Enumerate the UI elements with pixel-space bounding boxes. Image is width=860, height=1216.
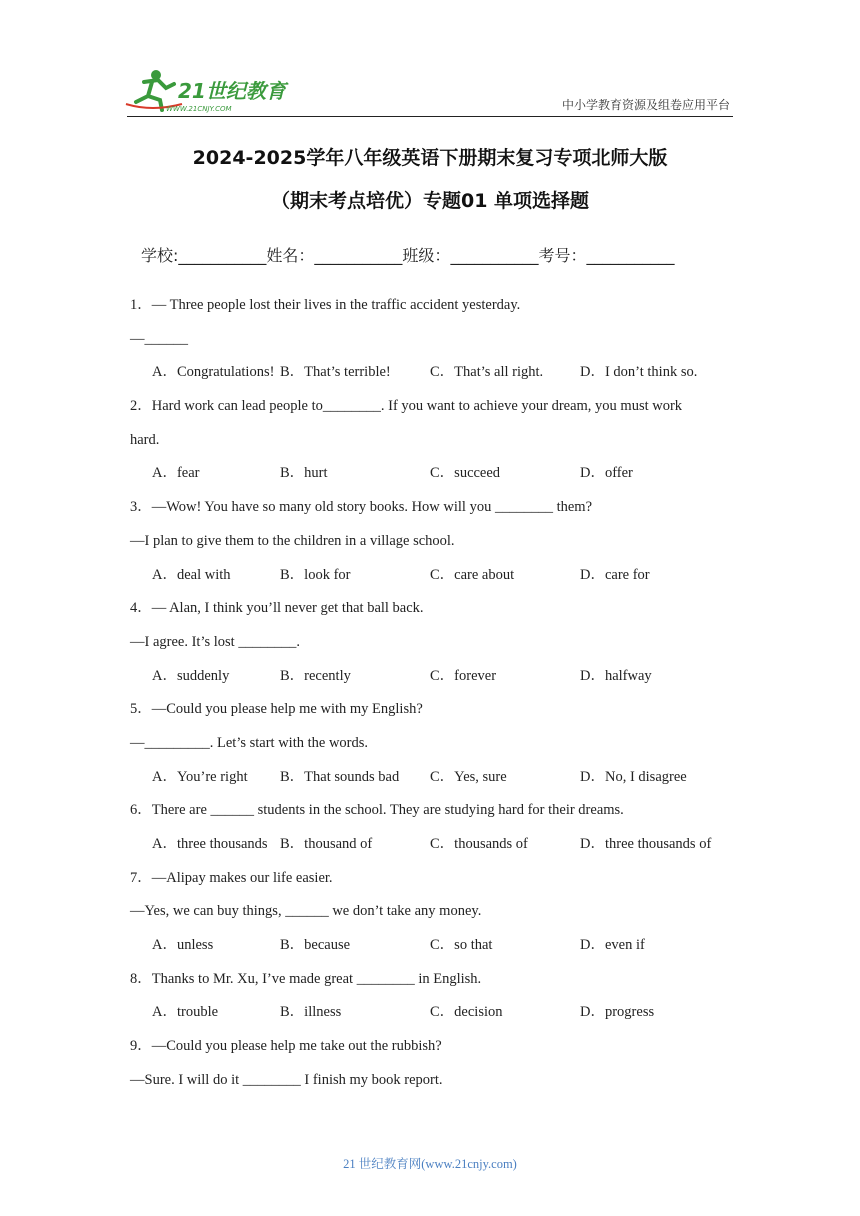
question-line: —_________. Let’s start with the words. bbox=[130, 734, 369, 751]
option-a[interactable]: A．suddenly bbox=[152, 667, 230, 684]
option-c[interactable]: C．decision bbox=[430, 1004, 503, 1021]
school-label: 学校: bbox=[141, 246, 179, 265]
document-subtitle: （期末考点培优）专题01 单项选择题 bbox=[270, 190, 590, 212]
class-label: 班级： bbox=[402, 246, 451, 265]
option-row bbox=[130, 359, 730, 393]
header-divider bbox=[127, 116, 733, 117]
question-stem: 4．— Alan, I think you’ll never get that ball back. bbox=[130, 600, 424, 617]
option-a[interactable]: A．Congratulations! bbox=[152, 364, 275, 381]
question-stem: 6．There are ______ students in the school. They are studying hard for their dreams. bbox=[130, 802, 624, 819]
class-field[interactable]: ___________ bbox=[450, 246, 539, 265]
question-stem: 5．—Could you please help me with my English? bbox=[130, 701, 423, 718]
option-b[interactable]: B．That’s terrible! bbox=[280, 364, 391, 381]
option-row bbox=[130, 932, 730, 966]
option-c[interactable]: C．forever bbox=[430, 667, 497, 684]
question-line: —I agree. It’s lost ________. bbox=[130, 633, 300, 650]
question-item bbox=[130, 393, 730, 494]
runner-logo-icon bbox=[122, 68, 292, 114]
option-b[interactable]: B．That sounds bad bbox=[280, 768, 400, 785]
question-item bbox=[130, 1033, 730, 1100]
student-info-row bbox=[141, 243, 674, 266]
question-item bbox=[130, 966, 730, 1033]
option-b[interactable]: B．look for bbox=[280, 566, 351, 583]
question-item bbox=[130, 865, 730, 966]
name-label: 姓名： bbox=[266, 246, 315, 265]
option-d[interactable]: D．No, I disagree bbox=[580, 768, 687, 785]
question-line: —Sure. I will do it ________ I finish my book report. bbox=[130, 1071, 443, 1088]
footer-link[interactable]: 21 世纪教育网(www.21cnjy.com) bbox=[343, 1157, 517, 1171]
question-stem: 7．—Alipay makes our life easier. bbox=[130, 869, 333, 886]
site-logo[interactable] bbox=[122, 68, 292, 114]
option-b[interactable]: B．thousand of bbox=[280, 836, 373, 852]
svg-text:21世纪教育: 21世纪教育 bbox=[178, 79, 286, 103]
option-b[interactable]: B．because bbox=[280, 937, 351, 954]
option-d[interactable]: D．offer bbox=[580, 465, 633, 482]
option-d[interactable]: D．three thousands of bbox=[580, 836, 712, 852]
option-row bbox=[130, 460, 730, 494]
option-c[interactable]: C．so that bbox=[430, 937, 493, 954]
option-d[interactable]: D．progress bbox=[580, 1004, 655, 1021]
question-list bbox=[130, 292, 730, 1101]
option-d[interactable]: D．halfway bbox=[580, 667, 652, 684]
option-a[interactable]: A．fear bbox=[152, 465, 200, 482]
question-item bbox=[130, 797, 730, 864]
question-item bbox=[130, 696, 730, 797]
name-field[interactable]: ___________ bbox=[314, 246, 403, 265]
question-stem: 8．Thanks to Mr. Xu, I’ve made great ________ in English. bbox=[130, 970, 482, 987]
option-c[interactable]: C．succeed bbox=[430, 465, 501, 482]
option-b[interactable]: B．hurt bbox=[280, 465, 328, 482]
option-c[interactable]: C．Yes, sure bbox=[430, 768, 507, 785]
option-row bbox=[130, 663, 730, 697]
option-b[interactable]: B．recently bbox=[280, 667, 351, 684]
option-a[interactable]: A．unless bbox=[152, 937, 214, 954]
platform-tagline: 中小学教育资源及组卷应用平台 bbox=[561, 98, 730, 112]
question-item bbox=[130, 595, 730, 696]
school-field[interactable]: ___________ bbox=[178, 246, 267, 265]
document-title: 2024-2025学年八年级英语下册期末复习专项北师大版 bbox=[192, 147, 668, 169]
question-stem: 3．—Wow! You have so many old story books. How will you ________ them? bbox=[130, 499, 593, 516]
question-line: hard. bbox=[130, 431, 160, 448]
option-row bbox=[130, 562, 730, 596]
question-line: —______ bbox=[130, 330, 188, 347]
question-stem: 1．— Three people lost their lives in the traffic accident yesterday. bbox=[130, 297, 521, 313]
option-row bbox=[130, 999, 730, 1033]
option-d[interactable]: D．I don’t think so. bbox=[580, 364, 698, 381]
question-line: —Yes, we can buy things, ______ we don’t take any money. bbox=[130, 903, 482, 920]
question-item bbox=[130, 494, 730, 595]
option-row bbox=[130, 764, 730, 798]
option-c[interactable]: C．care about bbox=[430, 566, 515, 583]
option-a[interactable]: A．three thousands bbox=[152, 836, 268, 852]
option-d[interactable]: D．even if bbox=[580, 937, 645, 954]
option-a[interactable]: A．trouble bbox=[152, 1004, 219, 1021]
id-label: 考号： bbox=[538, 246, 587, 265]
option-a[interactable]: A．You’re right bbox=[152, 768, 248, 785]
id-field[interactable]: ___________ bbox=[586, 246, 675, 265]
question-line: —I plan to give them to the children in a village school. bbox=[130, 532, 455, 549]
option-a[interactable]: A．deal with bbox=[152, 566, 231, 583]
question-stem: 2．Hard work can lead people to________. If you want to achieve your dream, you must work bbox=[130, 398, 683, 415]
option-c[interactable]: C．That’s all right. bbox=[430, 364, 544, 381]
svg-text:WWW.21CNJY.COM: WWW.21CNJY.COM bbox=[166, 105, 232, 113]
option-b[interactable]: B．illness bbox=[280, 1004, 342, 1021]
page-header bbox=[0, 0, 860, 120]
question-item bbox=[130, 292, 730, 393]
option-row bbox=[130, 831, 730, 865]
option-d[interactable]: D．care for bbox=[580, 566, 650, 583]
question-stem: 9．—Could you please help me take out the rubbish? bbox=[130, 1038, 442, 1055]
option-c[interactable]: C．thousands of bbox=[430, 836, 528, 852]
